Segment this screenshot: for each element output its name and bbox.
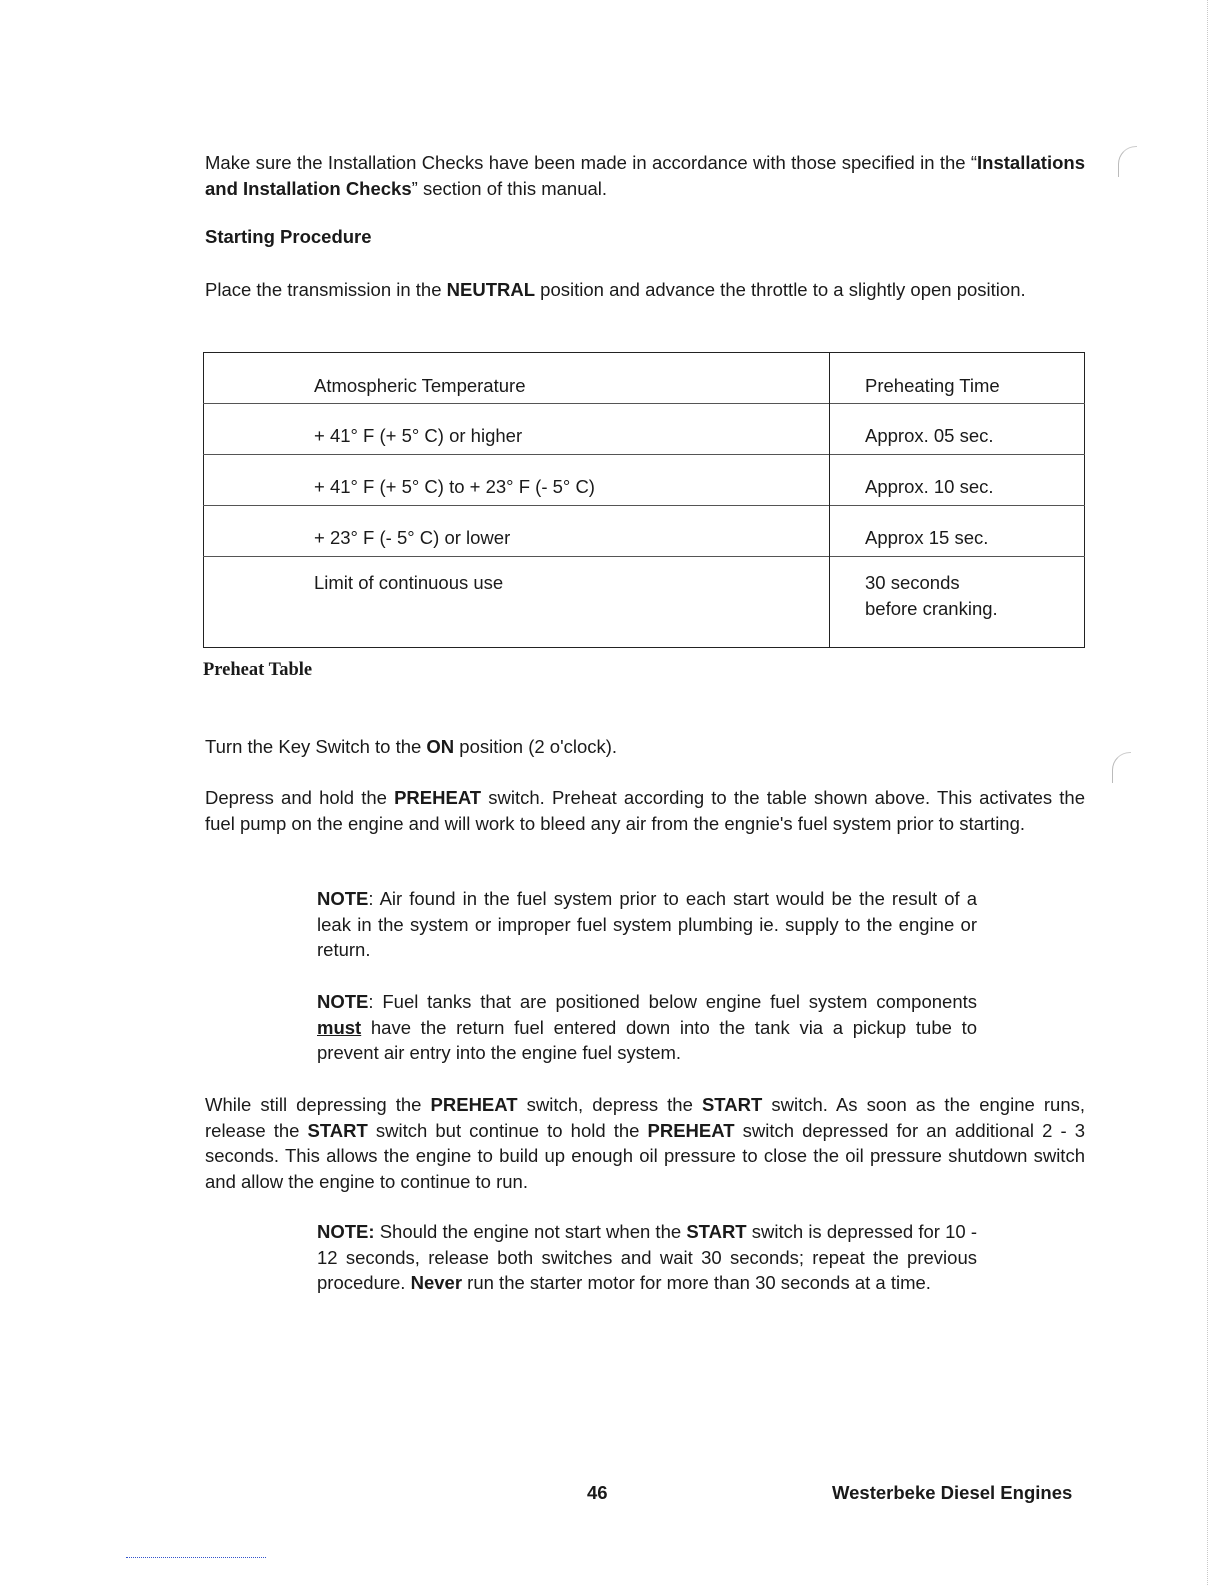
scan-mark bbox=[1118, 146, 1137, 177]
installation-checks-ref: Installations and Installation Checks bbox=[205, 152, 1085, 199]
header-preheating-time: Preheating Time bbox=[830, 353, 1085, 404]
neutral-paragraph: Place the transmission in the NEUTRAL position and advance the throttle to a slightly open position. bbox=[205, 279, 1026, 300]
intro-paragraph: Make sure the Installation Checks have been made in accordance with those specified in the “Installations and Installation Checks” section of this manual. bbox=[205, 152, 1085, 199]
time-cell: Approx. 10 sec. bbox=[830, 455, 1085, 506]
limit-value-cell: 30 seconds before cranking. bbox=[830, 557, 1085, 648]
table-row bbox=[204, 455, 1085, 506]
key-switch-paragraph: Turn the Key Switch to the ON position (2 o'clock). bbox=[205, 736, 618, 757]
scan-artifact-line bbox=[126, 1557, 266, 1558]
temperature-cell: + 41° F (+ 5° C) to + 23° F (- 5° C) bbox=[204, 455, 830, 506]
preheat-table bbox=[203, 352, 1085, 648]
table-row bbox=[204, 506, 1085, 557]
page-number: 46 bbox=[587, 1482, 608, 1503]
table-row-limit bbox=[204, 557, 1085, 648]
temperature-cell: + 41° F (+ 5° C) or higher bbox=[204, 404, 830, 455]
note-fuel-tanks: NOTE: Fuel tanks that are positioned below engine fuel system components must have the return fuel entered down into the tank via a pickup tube to prevent air entry into the engine fuel system. bbox=[317, 991, 977, 1063]
scan-edge-rule bbox=[1207, 0, 1208, 1585]
section-heading: Starting Procedure bbox=[205, 226, 372, 247]
preheat-paragraph: Depress and hold the PREHEAT switch. Preheat according to the table shown above. This activates the fuel pump on the engine and will work to bleed any air from the engnie's fuel system prior to starting. bbox=[205, 787, 1085, 834]
note-air-in-fuel: NOTE: Air found in the fuel system prior to each start would be the result of a leak in the system or improper fuel system plumbing ie. supply to the engine or return. bbox=[317, 888, 977, 960]
limit-label-cell: Limit of continuous use bbox=[204, 557, 830, 648]
time-cell: Approx 15 sec. bbox=[830, 506, 1085, 557]
table-header-row bbox=[204, 353, 1085, 404]
time-cell: Approx. 05 sec. bbox=[830, 404, 1085, 455]
header-atmospheric-temperature: Atmospheric Temperature bbox=[314, 375, 526, 396]
temperature-cell: + 23° F (- 5° C) or lower bbox=[204, 506, 830, 557]
scan-mark bbox=[1112, 752, 1131, 783]
start-paragraph: While still depressing the PREHEAT switch, depress the START switch. As soon as the engine runs, release the START switch but continue to hold the PREHEAT switch depressed for an additional 2 - 3 seconds. This allows the engine to build up enough oil pressure to close the oil pressure shutdown switch and allow the engine to continue to run. bbox=[205, 1094, 1085, 1192]
table-caption: Preheat Table bbox=[203, 660, 313, 680]
note-engine-not-start: NOTE: Should the engine not start when the START switch is depressed for 10 - 12 seconds, release both switches and wait 30 seconds; repeat the previous procedure. Never run the starter motor for more than 30 seconds at a time. bbox=[317, 1221, 978, 1293]
table-row bbox=[204, 404, 1085, 455]
footer-brand: Westerbeke Diesel Engines bbox=[832, 1482, 1073, 1503]
